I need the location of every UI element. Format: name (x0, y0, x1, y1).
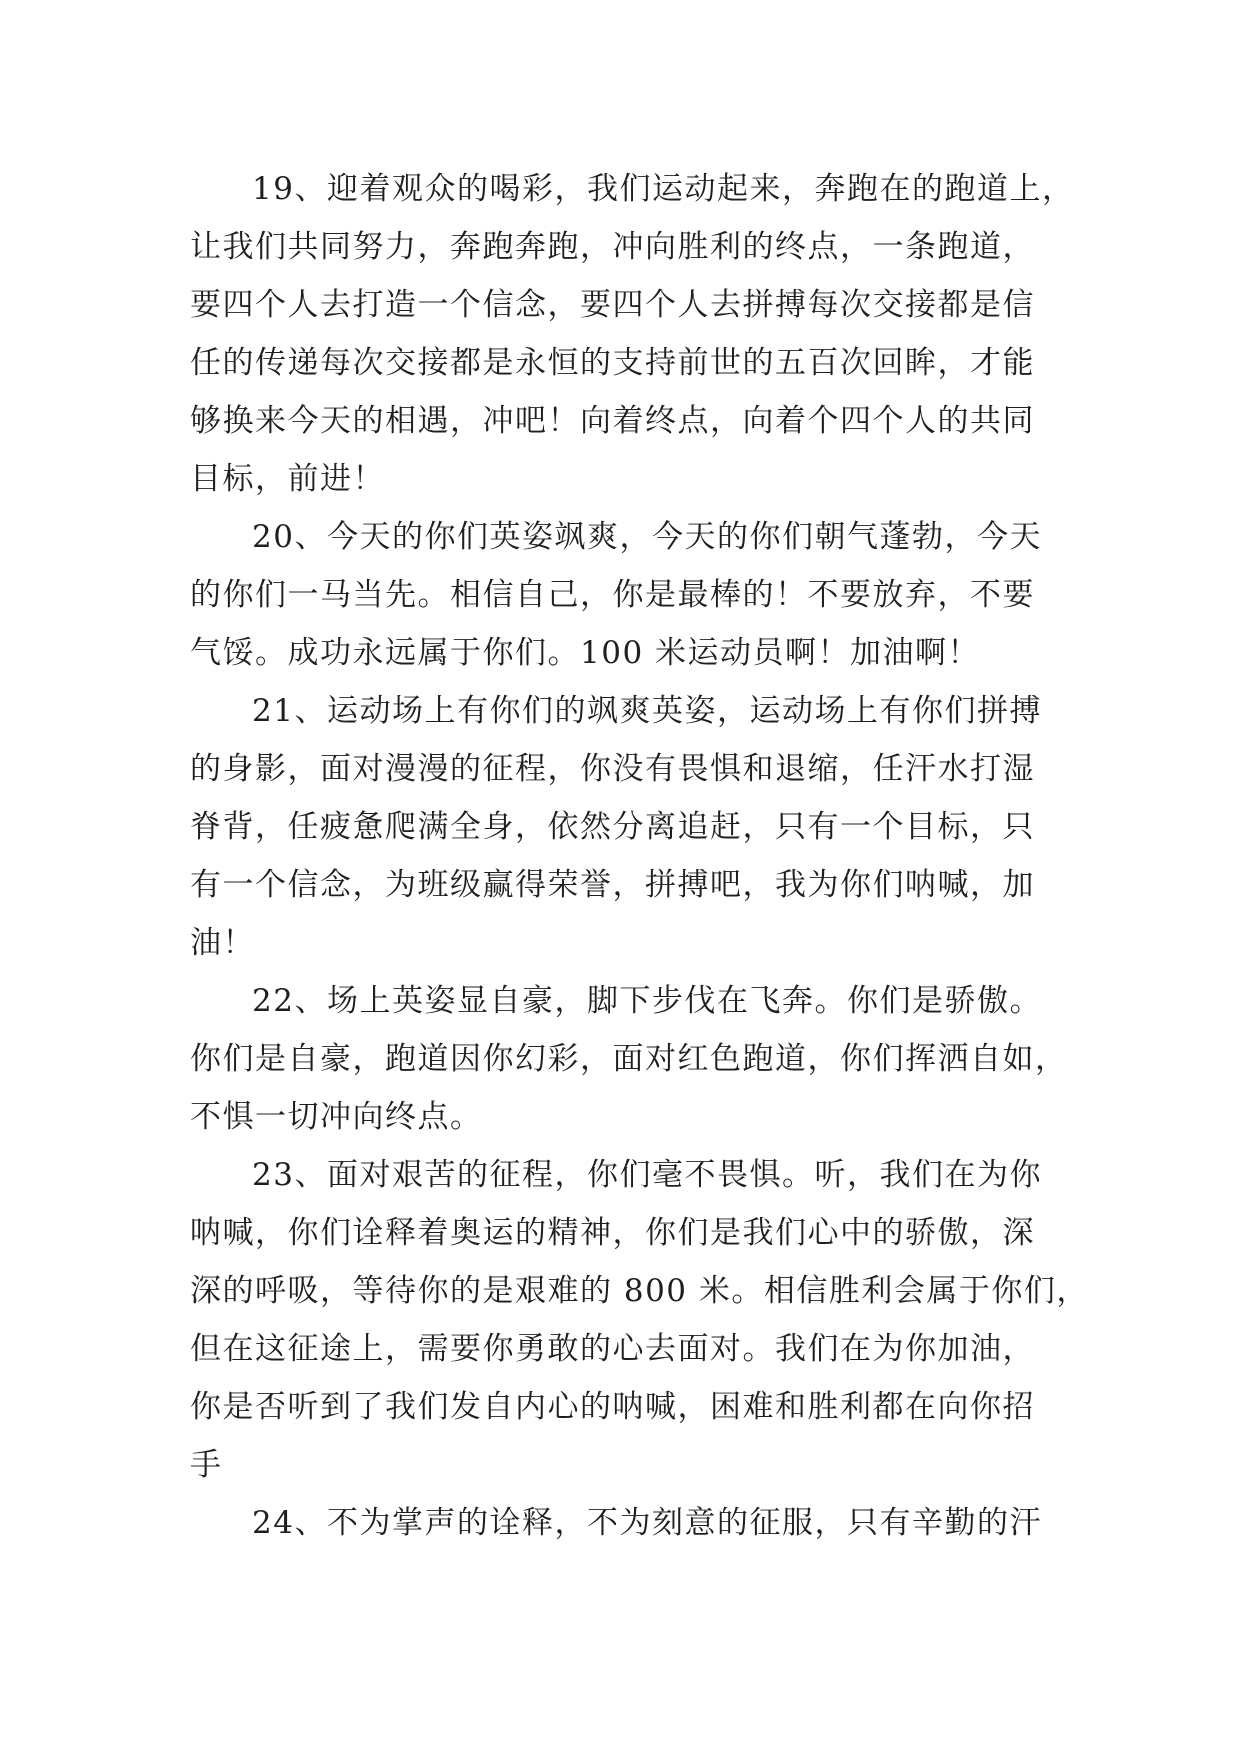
paragraph-21 (190, 682, 1070, 972)
paragraph-20 (190, 508, 1070, 682)
paragraph-22 (190, 972, 1070, 1146)
text-line: 21、运动场上有你们的飒爽英姿，运动场上有你们拼搏 (252, 693, 1042, 729)
text-line: 让我们共同努力，奔跑奔跑，冲向胜利的终点，一条跑道， (190, 229, 1035, 265)
document-body (190, 160, 1089, 1552)
text-line: 你们是自豪，跑道因你幻彩，面对红色跑道，你们挥洒自如， (190, 1041, 1068, 1077)
paragraph-24 (190, 1494, 1070, 1552)
text-line: 油！ (190, 925, 255, 961)
text-line: 你是否听到了我们发自内心的呐喊，困难和胜利都在向你招 (190, 1389, 1035, 1425)
text-line: 22、场上英姿显自豪，脚下步伐在飞奔。你们是骄傲。 (252, 983, 1042, 1019)
text-line: 呐喊，你们诠释着奥运的精神，你们是我们心中的骄傲，深 (190, 1215, 1035, 1251)
text-line: 不惧一切冲向终点。 (190, 1099, 483, 1135)
text-line: 20、今天的你们英姿飒爽，今天的你们朝气蓬勃，今天 (252, 519, 1042, 555)
text-line: 目标，前进！ (190, 461, 385, 497)
text-line: 19、迎着观众的喝彩，我们运动起来，奔跑在的跑道上， (252, 171, 1075, 207)
text-line: 要四个人去打造一个信念，要四个人去拼搏每次交接都是信 (190, 287, 1035, 323)
paragraph-23 (190, 1146, 1089, 1494)
text-line: 深的呼吸，等待你的是艰难的 800 米。相信胜利会属于你们， (190, 1273, 1089, 1309)
text-line: 有一个信念，为班级赢得荣誉，拼搏吧，我为你们呐喊，加 (190, 867, 1035, 903)
text-line: 24、不为掌声的诠释，不为刻意的征服，只有辛勤的汗 (252, 1505, 1042, 1541)
text-line: 但在这征途上，需要你勇敢的心去面对。我们在为你加油， (190, 1331, 1035, 1367)
text-line: 气馁。成功永远属于你们。100 米运动员啊！加油啊！ (190, 635, 981, 671)
text-line: 的身影，面对漫漫的征程，你没有畏惧和退缩，任汗水打湿 (190, 751, 1035, 787)
text-line: 手 (190, 1447, 223, 1483)
text-line: 的你们一马当先。相信自己，你是最棒的！不要放弃，不要 (190, 577, 1035, 613)
text-line: 够换来今天的相遇，冲吧！向着终点，向着个四个人的共同 (190, 403, 1035, 439)
text-line: 23、面对艰苦的征程，你们毫不畏惧。听，我们在为你 (252, 1157, 1042, 1193)
text-line: 脊背，任疲惫爬满全身，依然分离追赶，只有一个目标，只 (190, 809, 1035, 845)
paragraph-19 (190, 160, 1075, 508)
text-line: 任的传递每次交接都是永恒的支持前世的五百次回眸，才能 (190, 345, 1035, 381)
